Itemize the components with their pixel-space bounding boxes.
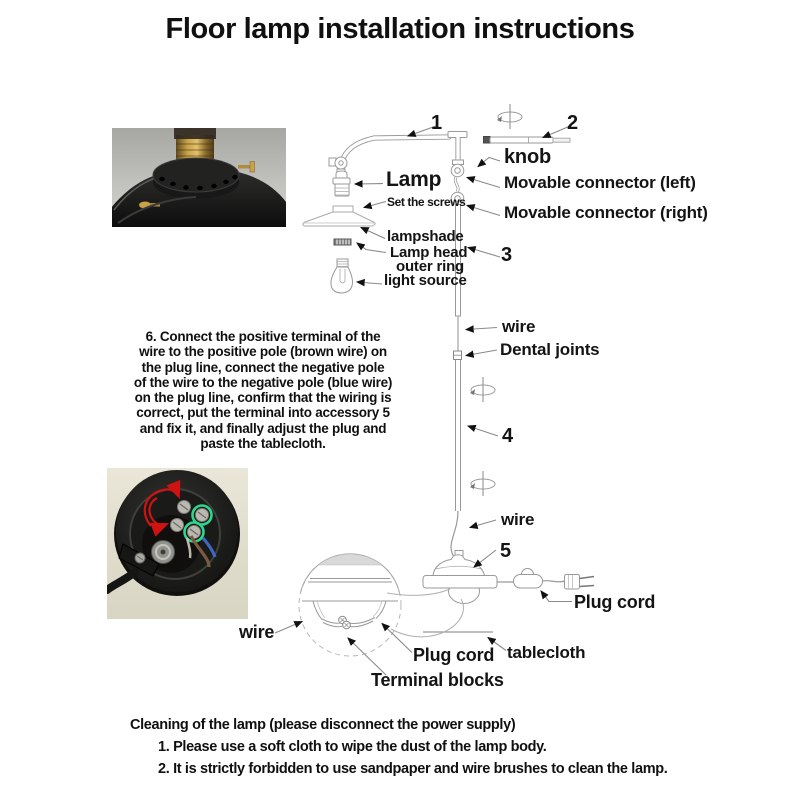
label-tablecloth: tablecloth <box>507 643 586 662</box>
step6-line: and fix it, and finally adjust the plug and <box>139 420 387 436</box>
rotation-arrow-icon <box>470 377 495 402</box>
step6-line: of the wire to the negative pole (blue wire) <box>133 374 393 390</box>
label-light-source: light source <box>384 272 467 289</box>
step6-line: 6. Connect the positive terminal of the <box>145 329 381 344</box>
step6-line: wire to the positive pole (brown wire) on <box>139 344 387 360</box>
label-plug-cord-right: Plug cord <box>574 592 656 612</box>
label-dental-joints: Dental joints <box>500 340 600 359</box>
base-wiring-photo <box>107 468 248 619</box>
part-number-3: 3 <box>501 244 512 266</box>
label-lamp-head: Lamp head <box>390 244 468 261</box>
plug-cord-drawing <box>497 569 594 590</box>
page-title: Floor lamp installation instructions <box>165 13 635 45</box>
step6-line: paste the tablecloth. <box>200 436 326 452</box>
label-wire-lower: wire <box>501 510 535 529</box>
arm-part-1-drawing <box>342 132 467 163</box>
label-knob: knob <box>504 146 551 168</box>
label-lamp: Lamp <box>386 168 442 191</box>
label-terminal-blocks: Terminal blocks <box>371 670 504 690</box>
center-hub <box>152 541 175 564</box>
label-outer-ring: outer ring <box>396 258 464 275</box>
label-movable-connector-left: Movable connector (left) <box>504 173 696 192</box>
label-wire-upper: wire <box>502 317 536 336</box>
collar-ring <box>153 158 239 199</box>
rotation-arrow-icon <box>470 471 495 496</box>
label-plug-cord-left: Plug cord <box>413 645 495 665</box>
part-number-2: 2 <box>567 112 578 134</box>
step6-instructions <box>112 329 414 451</box>
label-wire-base: wire <box>239 622 275 642</box>
light-bulb-drawing <box>331 259 353 293</box>
label-movable-connector-right: Movable connector (right) <box>504 203 708 222</box>
part-number-5: 5 <box>500 540 511 562</box>
cleaning-item: 1. Please use a soft cloth to wipe the dust of the lamp body. <box>158 739 547 755</box>
label-set-the-screws: Set the screws <box>387 195 466 209</box>
rotation-arrow-icon <box>497 104 522 129</box>
knob-arrow-icon <box>478 158 500 167</box>
step6-line: on the plug line, confirm that the wiring is <box>134 390 392 406</box>
step6-line: the plug line, connect the negative pole <box>141 359 385 375</box>
part-number-1: 1 <box>431 112 442 134</box>
label-lampshade: lampshade <box>387 228 464 245</box>
outer-ring-drawing <box>334 239 351 245</box>
cleaning-notes <box>130 714 667 780</box>
step6-line: correct, put the terminal into accessory 5 <box>136 405 390 421</box>
cleaning-item: 2. It is strictly forbidden to use sandpaper and wire brushes to clean the lamp. <box>158 761 668 777</box>
cleaning-heading: Cleaning of the lamp (please disconnect the power supply) <box>130 717 516 733</box>
rod-part-2-drawing <box>484 137 571 144</box>
part-number-4: 4 <box>502 425 513 447</box>
lamp-socket-drawing <box>333 171 350 196</box>
lampshade-drawing <box>303 206 375 226</box>
lamp-head-photo <box>112 128 286 227</box>
